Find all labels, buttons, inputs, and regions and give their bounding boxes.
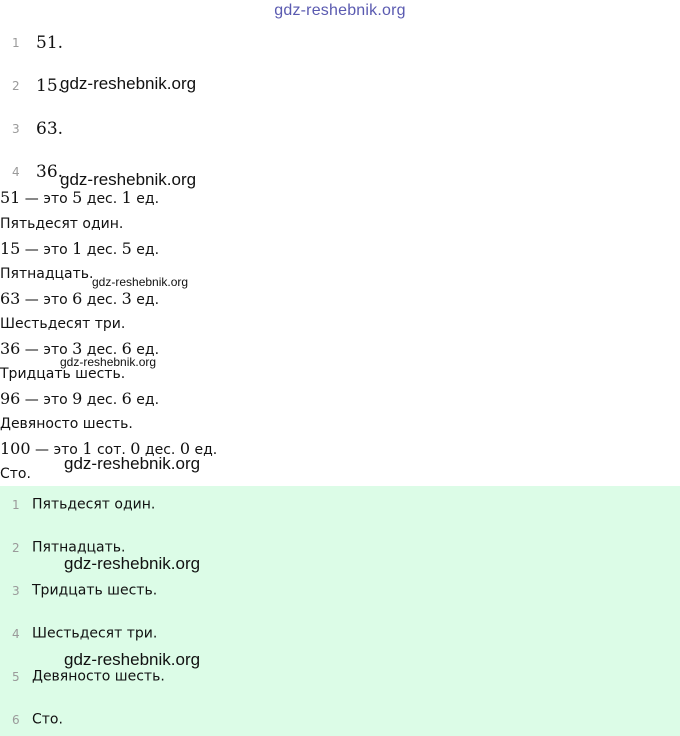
explanation-line — [0, 188, 159, 208]
tens-value: 3 — [72, 339, 83, 358]
tens-value: 0 — [130, 439, 141, 458]
units-value: 6 — [121, 389, 132, 408]
tens-label: дес. — [82, 392, 122, 408]
number-words: Сто. — [0, 466, 31, 482]
number-words: Девяносто шесть. — [0, 416, 133, 432]
explanation-line — [0, 389, 159, 409]
units-label: ед. — [131, 342, 160, 358]
answer-index: 4 — [12, 626, 20, 641]
explanation-line — [0, 239, 159, 259]
units-label: ед. — [131, 392, 160, 408]
units-value: 1 — [121, 188, 132, 207]
number-value: 36 — [0, 339, 21, 358]
separator-text: — это — [20, 342, 73, 358]
tens-value: 9 — [72, 389, 83, 408]
watermark-text: gdz-reshebnik.org — [92, 275, 189, 289]
units-value: 5 — [121, 239, 132, 258]
answer-text: Пятнадцать. — [32, 539, 126, 556]
tens-label: дес. — [140, 442, 180, 458]
answer-panel — [0, 486, 680, 736]
answer-text: Тридцать шесть. — [32, 582, 158, 599]
number-value: 15 — [0, 239, 21, 258]
number-value: 96 — [0, 389, 21, 408]
answer-index: 5 — [12, 669, 20, 684]
answer-index: 3 — [12, 583, 20, 598]
list-index: 4 — [12, 164, 20, 179]
tens-label: дес. — [82, 292, 122, 308]
separator-text: — это — [20, 392, 73, 408]
number-words: Пятнадцать. — [0, 266, 94, 282]
number-words: Тридцать шесть. — [0, 366, 126, 382]
answer-item — [12, 623, 157, 643]
explanation-line — [0, 289, 159, 309]
list-item — [12, 32, 63, 52]
number-value: 100 — [0, 439, 31, 458]
units-value: 0 — [179, 439, 190, 458]
units-label: ед. — [131, 242, 160, 258]
answer-text: Пятьдесят один. — [32, 496, 156, 513]
list-value: 51. — [36, 32, 64, 53]
watermark-text: gdz-reshebnik.org — [64, 454, 201, 473]
watermark-text: gdz-reshebnik.org — [60, 170, 197, 189]
tens-value: 5 — [72, 188, 83, 207]
units-label: ед. — [131, 292, 160, 308]
separator-text: — это — [20, 242, 73, 258]
list-value: 15. — [36, 75, 64, 96]
units-value: 6 — [121, 339, 132, 358]
watermark-text: gdz-reshebnik.org — [60, 74, 197, 93]
tens-label: дес. — [82, 242, 122, 258]
units-label: ед. — [190, 442, 218, 458]
answer-text: Девяносто шесть. — [32, 668, 165, 685]
list-index: 3 — [12, 121, 20, 136]
list-value: 63. — [36, 118, 64, 139]
answer-item — [12, 580, 157, 600]
tens-label: дес. — [82, 342, 122, 358]
tens-value: 1 — [72, 239, 83, 258]
answer-item — [12, 709, 63, 729]
units-label: ед. — [131, 191, 160, 207]
number-words: Пятьдесят один. — [0, 216, 124, 232]
answer-index: 6 — [12, 712, 20, 727]
answer-text: Шестьдесят три. — [32, 625, 158, 642]
hundreds-value: 1 — [82, 439, 93, 458]
list-index: 2 — [12, 78, 20, 93]
number-words: Шестьдесят три. — [0, 316, 126, 332]
separator-text: — это — [20, 191, 73, 207]
watermark-text: gdz-reshebnik.org — [60, 355, 157, 369]
hundreds-label: сот. — [92, 442, 131, 458]
units-value: 3 — [121, 289, 132, 308]
list-value: 36. — [36, 161, 64, 182]
answer-index: 2 — [12, 540, 20, 555]
separator-text: — это — [20, 292, 73, 308]
number-value: 63 — [0, 289, 21, 308]
watermark-text: gdz-reshebnik.org — [64, 650, 201, 669]
list-index: 1 — [12, 35, 20, 50]
tens-value: 6 — [72, 289, 83, 308]
answer-text: Сто. — [32, 711, 63, 728]
number-value: 51 — [0, 188, 21, 207]
answer-index: 1 — [12, 497, 20, 512]
site-watermark-header: gdz-reshebnik.org — [274, 2, 406, 19]
watermark-text: gdz-reshebnik.org — [64, 554, 201, 573]
answer-item — [12, 494, 155, 514]
list-item — [12, 161, 63, 181]
tens-label: дес. — [82, 191, 122, 207]
separator-text: — это — [30, 442, 83, 458]
list-item — [12, 75, 63, 95]
list-item — [12, 118, 63, 138]
